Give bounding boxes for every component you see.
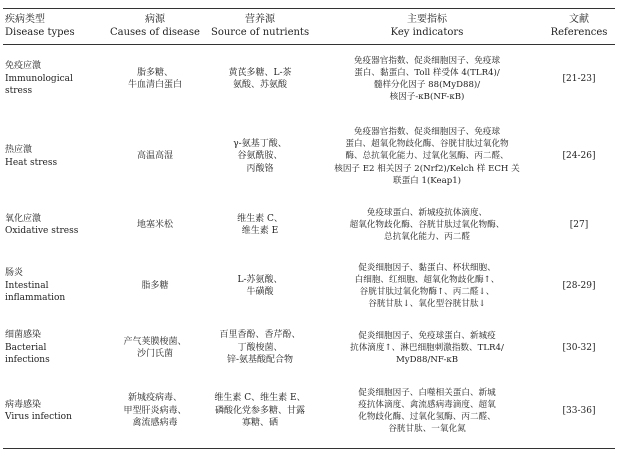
disease-type-cell: 氧化应激 Oxidative stress (5, 213, 79, 236)
table-row (3, 113, 615, 200)
cause-cell: 脂多糖 (141, 280, 169, 291)
cause-cell: 产气荚膜梭菌、 沙门氏菌 (123, 336, 187, 359)
reference-cell: [24-26] (562, 151, 596, 162)
header-indicators: 主要指标 Key indicators (390, 14, 464, 38)
reference-cell: [21-23] (562, 73, 596, 84)
nutrient-cell: γ-氨基丁酸、 谷氨酰胺、 丙酸铬 (233, 138, 287, 174)
indicator-cell: 促炎细胞因子、黏蛋白、杯状细胞、 白细胞、红细胞、超氧化物歧化酶↑、 谷胱甘肽过氧化物酶↑、丙二醛↓、 谷胱甘肽↓、氧化型谷胱甘肽↓ (354, 262, 500, 310)
reference-cell: [30-32] (562, 342, 596, 353)
disease-table (3, 8, 615, 449)
reference-cell: [28-29] (562, 280, 596, 291)
header-references: 文献 References (550, 14, 608, 38)
indicator-cell: 促炎细胞因子、免疫球蛋白、新城疫 抗体滴度↑、淋巴细胞刺激指数、TLR4/ MyD88/NF-κB (350, 330, 504, 366)
indicator-cell: 免疫器官指数、促炎细胞因子、免疫球 蛋白、黏蛋白、Toll 样受体 4(TLR4)/ 髓样分化因子 88(MyD88)/ 核因子-κB(NF-κB) (353, 55, 501, 103)
indicator-cell: 免疫球蛋白、新城疫抗体滴度、 超氧化物歧化酶、谷胱甘肽过氧化物酶、 总抗氧化能力、丙二醛 (349, 207, 505, 243)
disease-type-cell: 肠炎 Intestinal inflammation (5, 268, 66, 304)
disease-type-cell: 热应激 Heat stress (5, 145, 58, 168)
disease-type-cell: 病毒感染 Virus infection (5, 399, 72, 422)
cause-cell: 地塞米松 (136, 219, 173, 230)
cause-cell: 新城疫病毒、 甲型肝炎病毒、 禽流感病毒 (123, 393, 187, 429)
nutrient-cell: 维生素 C、维生素 E、 磷酸化党参多糖、甘露 寡糖、硒 (214, 393, 306, 429)
nutrient-cell: 百里香酚、香芹酚、 丁酸梭菌、 锌-氨基酸配合物 (219, 330, 301, 366)
reference-cell: [27] (569, 219, 589, 230)
indicator-cell: 促炎细胞因子、白噬相关蛋白、新城 疫抗体滴度、禽流感病毒滴度、超氧 化物歧化酶、过氧化氢酶、丙二醛、 谷胱甘肽、一氧化氮 (358, 387, 496, 435)
nutrient-cell: 黄芪多糖、L-茶 氨酸、苏氨酸 (228, 67, 292, 90)
table-row (3, 374, 615, 449)
disease-type-cell: 细菌感染 Bacterial infections (5, 330, 50, 366)
nutrient-cell: 维生素 C、 维生素 E (237, 213, 283, 236)
table-row (3, 250, 615, 322)
disease-type-cell: 免疫应激 Immunological stress (5, 61, 73, 97)
nutrient-cell: L-苏氨酸、 牛磺酸 (237, 274, 283, 297)
header-nutrients: 营养源 Source of nutrients (211, 14, 310, 38)
table-row (3, 322, 615, 374)
table-row (3, 45, 615, 114)
indicator-cell: 免疫器官指数、促炎细胞因子、免疫球 蛋白、超氧化物歧化酶、谷胱甘肽过氧化物 酶、总抗氧化能力、过氧化氢酶、丙二醛、 核因子 E2 相关因子 2(Nrf2)/Kelch 样 ECH 关 联蛋白 1(Keap1) (334, 126, 520, 186)
header-causes: 病源 Causes of disease (110, 14, 200, 38)
table-header-row (3, 9, 615, 45)
header-disease-types: 疾病类型 Disease types (5, 14, 75, 38)
table-row (3, 200, 615, 250)
reference-cell: [33-36] (562, 405, 596, 416)
cause-cell: 脂多糖、 牛血清白蛋白 (127, 67, 182, 90)
cause-cell: 高温高湿 (136, 151, 173, 162)
